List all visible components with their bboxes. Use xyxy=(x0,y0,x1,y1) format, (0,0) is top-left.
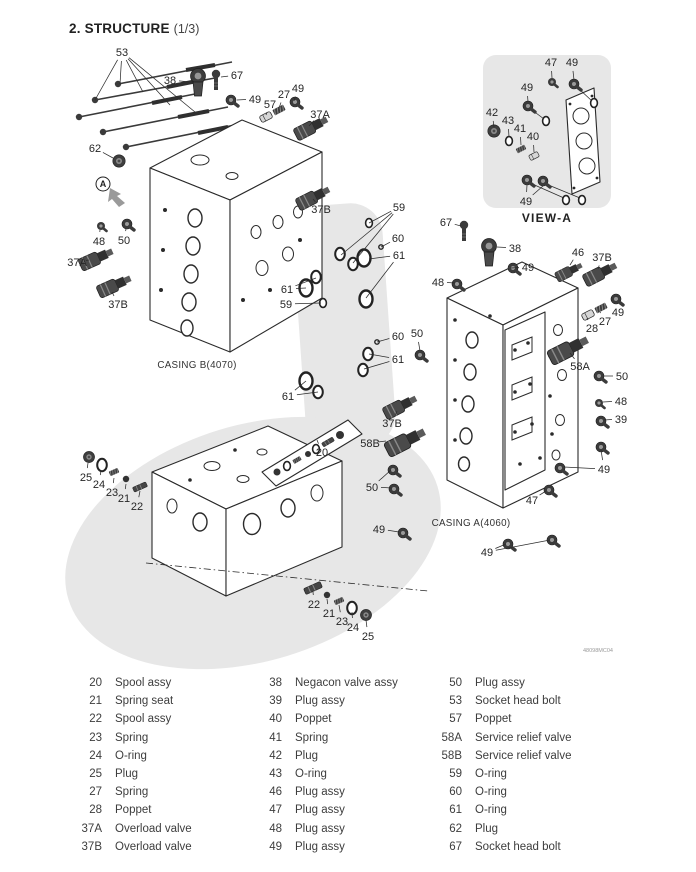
part-row xyxy=(256,729,432,747)
callout-49: 49 xyxy=(291,83,305,95)
callout-46: 46 xyxy=(571,247,585,259)
callout-41: 41 xyxy=(513,123,527,135)
callout-60: 60 xyxy=(391,331,405,343)
callout-59: 59 xyxy=(279,299,293,311)
callout-49: 49 xyxy=(521,262,535,274)
part-name: Spring xyxy=(295,731,329,744)
part-number: 43 xyxy=(269,768,282,781)
part-name: Spool assy xyxy=(115,713,172,726)
part-number: 46 xyxy=(269,786,282,799)
callout-47: 47 xyxy=(544,57,558,69)
callout-25: 25 xyxy=(79,472,93,484)
view-a-label: VIEW-A xyxy=(521,211,573,225)
part-row xyxy=(256,710,432,728)
leader-line xyxy=(603,402,612,403)
part-row xyxy=(436,674,636,692)
callout-49: 49 xyxy=(480,547,494,559)
leader-line xyxy=(604,420,612,421)
part-row xyxy=(436,765,636,783)
part-row xyxy=(256,765,432,783)
callout-59: 59 xyxy=(392,202,406,214)
casing-b-label: CASING B(4070) xyxy=(157,360,237,371)
part-row xyxy=(256,674,432,692)
part-number: 20 xyxy=(89,677,102,689)
part-name: Plug assy xyxy=(295,695,345,708)
part-number: 58A xyxy=(441,731,462,744)
callout-50: 50 xyxy=(615,371,629,383)
callout-27: 27 xyxy=(277,89,291,101)
callout-21: 21 xyxy=(117,493,131,505)
part-row xyxy=(256,747,432,765)
callout-58B: 58B xyxy=(360,438,380,450)
callout-49: 49 xyxy=(565,57,579,69)
part-row xyxy=(76,710,252,728)
leader-line xyxy=(497,247,506,248)
part-number: 58B xyxy=(441,749,462,762)
part-name: Service relief valve xyxy=(475,731,572,744)
callout-48: 48 xyxy=(614,396,628,408)
part-name: Socket head bolt xyxy=(475,695,561,708)
leader-line xyxy=(95,60,118,100)
callout-62: 62 xyxy=(88,143,102,155)
callout-50: 50 xyxy=(410,328,424,340)
part-number: 37B xyxy=(81,840,102,853)
part-number: 59 xyxy=(449,768,462,781)
callout-48: 48 xyxy=(431,277,445,289)
part-name: Poppet xyxy=(295,713,332,726)
part-number: 41 xyxy=(269,731,282,744)
callout-21: 21 xyxy=(322,608,336,620)
part-number: 40 xyxy=(269,713,282,726)
callout-23: 23 xyxy=(105,487,119,499)
callout-40: 40 xyxy=(526,131,540,143)
part-name: O-ring xyxy=(115,749,147,762)
part-name: Plug assy xyxy=(295,822,345,835)
part-row xyxy=(256,801,432,819)
part-row xyxy=(436,747,636,765)
callout-53: 53 xyxy=(115,47,129,59)
leader-line xyxy=(103,152,113,158)
part-name: Plug assy xyxy=(295,804,345,817)
leader-line xyxy=(366,620,367,627)
callout-49: 49 xyxy=(520,82,534,94)
callout-60: 60 xyxy=(391,233,405,245)
callout-49: 49 xyxy=(519,196,533,208)
part-name: Plug xyxy=(115,768,139,781)
leader-line xyxy=(509,129,510,137)
parts-list-column-3 xyxy=(436,674,636,856)
part-name: Plug xyxy=(295,749,319,762)
callout-37B: 37B xyxy=(311,204,331,216)
part-number: 48 xyxy=(269,822,282,835)
parts-list-column-2 xyxy=(256,674,432,856)
callout-27: 27 xyxy=(598,316,612,328)
part-number: 21 xyxy=(89,695,102,708)
part-row xyxy=(256,783,432,801)
callout-24: 24 xyxy=(346,622,360,634)
leader-line xyxy=(570,260,573,265)
part-number: 22 xyxy=(89,713,102,726)
part-row xyxy=(256,820,432,838)
part-name: Service relief valve xyxy=(475,749,572,762)
part-name: O-ring xyxy=(475,768,507,781)
part-row xyxy=(436,801,636,819)
callout-38: 38 xyxy=(163,75,177,87)
part-name: Plug xyxy=(475,822,499,835)
callout-49: 49 xyxy=(372,524,386,536)
part-number: 24 xyxy=(89,749,102,762)
callout-42: 42 xyxy=(485,107,499,119)
callout-39: 39 xyxy=(614,414,628,426)
callout-67: 67 xyxy=(230,70,244,82)
part-row xyxy=(76,801,252,819)
callout-37A: 37A xyxy=(310,109,330,121)
part-row xyxy=(76,729,252,747)
callout-49: 49 xyxy=(611,307,625,319)
part-name: O-ring xyxy=(475,786,507,799)
leader-line xyxy=(87,463,88,468)
leader-line xyxy=(120,61,121,84)
part-number: 38 xyxy=(269,677,282,689)
callout-57: 57 xyxy=(263,99,277,111)
part-row xyxy=(76,747,252,765)
part-number: 28 xyxy=(89,804,102,817)
leader-line xyxy=(521,137,522,145)
part-name: Plug assy xyxy=(475,677,525,689)
title-text: 2. STRUCTURE xyxy=(69,21,170,36)
part-number: 47 xyxy=(269,804,282,817)
callout-49: 49 xyxy=(248,94,262,106)
part-number: 25 xyxy=(89,768,102,781)
part-name: Plug assy xyxy=(295,840,345,853)
leader-line xyxy=(511,268,519,269)
callout-37B: 37B xyxy=(382,418,402,430)
callout-25: 25 xyxy=(361,631,375,643)
part-row xyxy=(436,783,636,801)
part-number: 50 xyxy=(449,677,462,689)
callout-48: 48 xyxy=(92,236,106,248)
part-name: Overload valve xyxy=(115,840,192,853)
callout-43: 43 xyxy=(501,115,515,127)
callout-61: 61 xyxy=(391,354,405,366)
leader-line xyxy=(296,288,306,289)
callout-23: 23 xyxy=(335,616,349,628)
marker-a-label: A xyxy=(99,179,107,189)
part-number: 57 xyxy=(449,713,462,726)
part-number: 27 xyxy=(89,786,102,799)
part-row xyxy=(256,838,432,856)
part-number: 53 xyxy=(449,695,462,708)
part-row xyxy=(76,674,252,692)
part-name: Spring xyxy=(115,786,149,799)
callout-61: 61 xyxy=(281,391,295,403)
callout-37B: 37B xyxy=(108,299,128,311)
leader-line xyxy=(126,60,143,92)
part-row xyxy=(76,765,252,783)
callout-20: 20 xyxy=(315,447,329,459)
part-name: O-ring xyxy=(295,768,327,781)
part-name: O-ring xyxy=(475,804,507,817)
part-name: Socket head bolt xyxy=(475,840,561,853)
drawing-number-watermark: 48098MC04 xyxy=(583,648,613,654)
part-name: Spring xyxy=(115,731,149,744)
parts-list xyxy=(0,674,696,864)
part-name: Negacon valve assy xyxy=(295,677,398,689)
part-name: Poppet xyxy=(475,713,512,726)
part-number: 37A xyxy=(81,822,102,835)
part-number: 39 xyxy=(269,695,282,708)
callout-38: 38 xyxy=(508,243,522,255)
callout-22: 22 xyxy=(130,501,144,513)
leader-line xyxy=(113,478,114,483)
part-row xyxy=(436,692,636,710)
casing-b-drawing xyxy=(76,62,332,371)
callout-50: 50 xyxy=(117,235,131,247)
part-row xyxy=(436,710,636,728)
callout-22: 22 xyxy=(307,599,321,611)
leader-line xyxy=(419,342,421,351)
part-number: 60 xyxy=(449,786,462,799)
part-row xyxy=(76,820,252,838)
part-name: Poppet xyxy=(115,804,152,817)
casing-a-label: CASING A(4060) xyxy=(431,518,511,529)
part-name: Overload valve xyxy=(115,822,192,835)
part-row xyxy=(76,692,252,710)
part-row xyxy=(76,838,252,856)
leader-line xyxy=(237,100,246,101)
view-direction-marker xyxy=(96,177,125,207)
parts-list-column-1 xyxy=(76,674,252,856)
part-number: 67 xyxy=(449,840,462,853)
part-name: Spring seat xyxy=(115,695,174,708)
leader-line xyxy=(221,76,228,77)
callout-61: 61 xyxy=(280,284,294,296)
title-sheet-number: (1/3) xyxy=(173,22,200,36)
callout-47: 47 xyxy=(525,495,539,507)
part-number: 62 xyxy=(449,822,462,835)
part-number: 42 xyxy=(269,749,282,762)
part-row xyxy=(436,729,636,747)
callout-61: 61 xyxy=(392,250,406,262)
part-name: Plug assy xyxy=(295,786,345,799)
part-row xyxy=(436,838,636,856)
part-number: 61 xyxy=(449,804,462,817)
callout-67: 67 xyxy=(439,217,453,229)
part-name: Spool assy xyxy=(115,677,172,689)
part-row xyxy=(256,692,432,710)
leader-line xyxy=(447,283,455,284)
callout-58A: 58A xyxy=(570,361,590,373)
callout-49: 49 xyxy=(597,464,611,476)
callout-37A: 37A xyxy=(67,257,87,269)
leader-line xyxy=(600,312,601,313)
callout-37B: 37B xyxy=(592,252,612,264)
part-number: 23 xyxy=(89,731,102,744)
part-row xyxy=(436,820,636,838)
callout-24: 24 xyxy=(92,479,106,491)
callout-50: 50 xyxy=(365,482,379,494)
part-number: 49 xyxy=(269,840,282,853)
callout-28: 28 xyxy=(585,323,599,335)
part-row xyxy=(76,783,252,801)
